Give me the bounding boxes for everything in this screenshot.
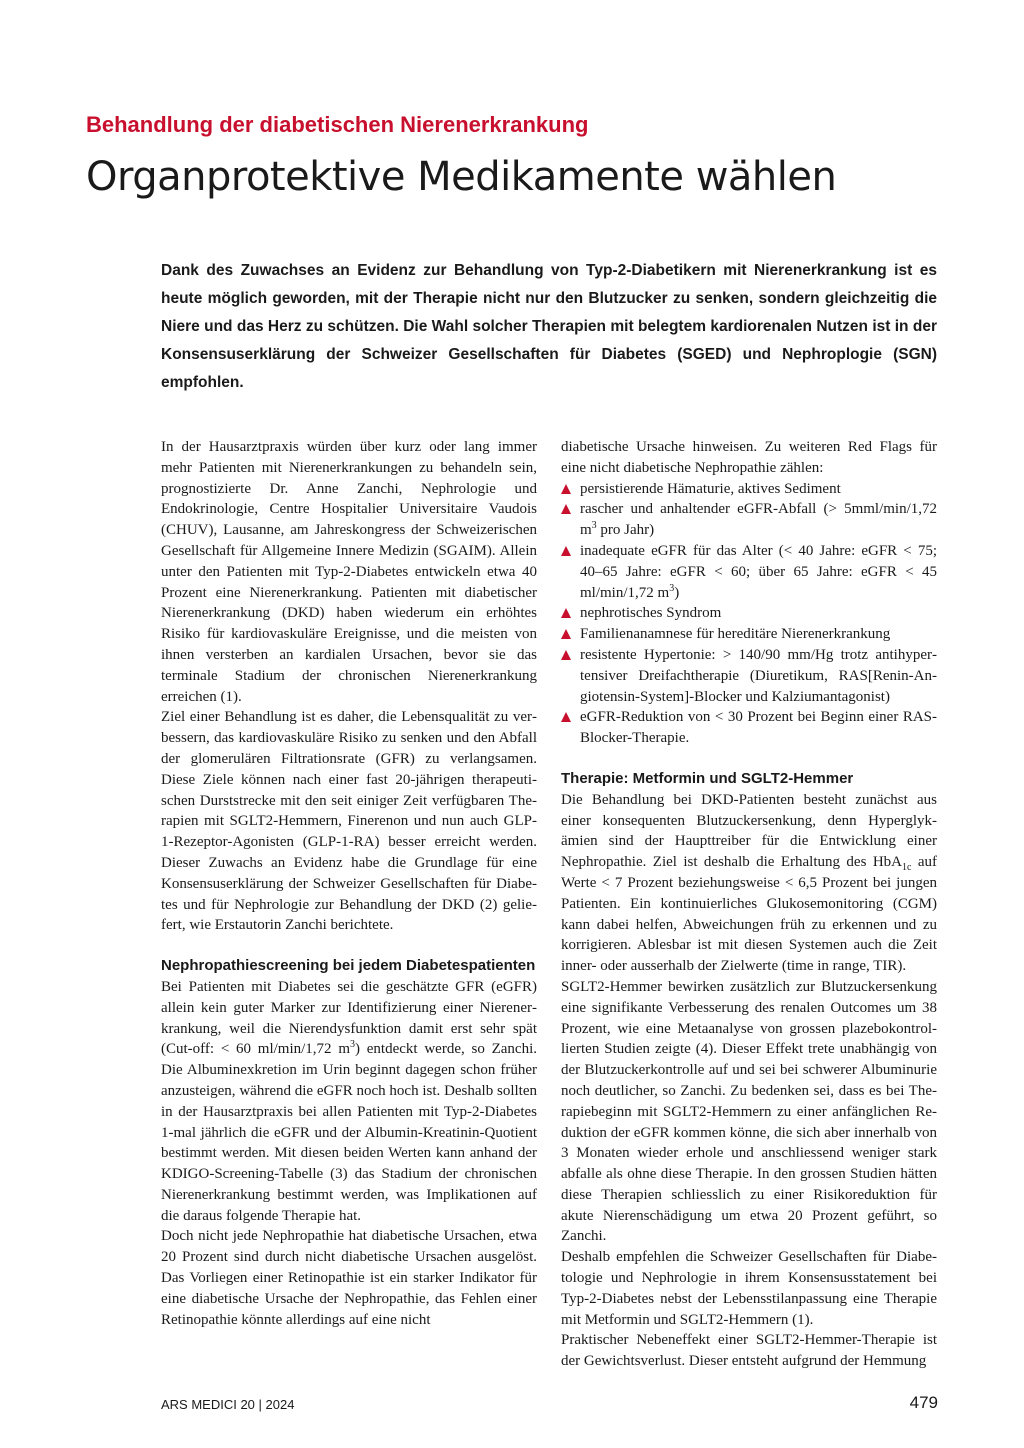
text-run: Die Behandlung bei DKD-Patienten besteht zunächst aus einer konsequenten Blutzuckersenkung, denn Hyperglykämien sind der Haupttreiber für die Entwicklung einer Nephropathie. Ziel ist deshalb die Erhaltung des HbA xyxy=(561,791,937,871)
body-paragraph: Ziel einer Behandlung ist es daher, die Lebensqualität zu verbessern, das kardiovaskuläre Risiko zu senken und den Abfall der glomerulären Filtrationsrate (GFR) zu verlangsamen. Diese Ziele können nach einer fast 20-jährigen therapeutischen Durststrecke mit den seit einiger Zeit verfügbaren Therapien mit SGLT2-Hemmern, Finerenon und nun auch GLP-1-Rezeptor-Agonisten (GLP-1-RA) besser erreicht werden. Dieser Zuwachs an Evidenz habe die Grundlage für eine Konsensuserklärung der Schweizer Gesellschaften für Diabetes und für Nephrologie zur Behandlung der DKD (2) geliefert, wie Erstautorin Zanchi berichtete. xyxy=(161,709,537,934)
right-column xyxy=(561,437,937,1372)
page-title: Organprotektive Medikamente wählen xyxy=(86,154,837,200)
body-paragraph: Deshalb empfehlen die Schweizer Gesellschaften für Diabetologie und Nephrologie in ihrem Konsensusstatement bei Typ-2-Diabetes nebst der Lebensstilanpassung eine Therapie mit Metformin und SGLT2-Hemmern (1). xyxy=(561,1249,937,1328)
list-item-text: resistente Hypertonie: > 140/90 mm/Hg trotz antihypertensiver Dreifachtherapie (Diuretikum, RAS[Renin-Angiotensin-System]-Blocker und Kalziumantagonist) xyxy=(580,646,937,705)
left-column xyxy=(161,437,537,1330)
body-paragraph: SGLT2-Hemmer bewirken zusätzlich zur Blutzuckersenkung eine signifikante Verbesserung des renalen Outcomes um 38 Prozent, wie eine Metaanalyse von grossen plazebokontrollierten Studien zeigte (4). Dieser Effekt trete unabhängig von der Blutzuckerkontrolle auf und sei bei schwerer Albuminurie noch deutlicher, so Zanchi. Zu bedenken sei, dass es bei Therapiebeginn mit SGLT2-Hemmern zu einer anfänglichen Reduktion der eGFR kommen könne, die sich aber innerhalb von 3 Monaten wieder erhole und anschliessend weniger stark abfalle als ohne diese Therapie. In den grossen Studien hätten diese Therapien schliesslich zu einer Risikoreduktion für akute Nierenschädigung um etwa 20 Prozent geführt, so Zanchi. xyxy=(561,978,937,1245)
body-paragraph: In der Hausarztpraxis würden über kurz oder lang immer mehr Patienten mit Nierenerkrankungen zu behandeln sein, prognostizierte Dr. Anne Zanchi, Nephrologie und Endokrinologie, Centre Hospitalier Universitaire Vaudois (CHUV), Lausanne, am Jahreskongress der Schweizerischen Gesellschaft für Allgemeine Innere Medizin (SGAIM). Allein unter den Patienten mit Typ-2-Diabetes entwickeln etwa 40 Prozent eine Nierenerkrankung. Patienten mit diabetischer Nierenerkrankung (DKD) haben wiederum ein erhöhtes Risiko für kardiovaskuläre Ereignisse, und die meisten von ihnen versterben an kardialen Ursachen, bevor sie das terminale Stadium der chronischen Nierenerkrankung erreichen (1). xyxy=(161,439,537,705)
list-item xyxy=(561,541,937,603)
list-item-text: inadequate eGFR für das Alter (< 40 Jahre: eGFR < 75; 40–65 Jahre: eGFR < 60; über 65 Jahre: eGFR < 45 ml/min/1,72 m xyxy=(580,542,937,601)
red-triangle-bullet-icon xyxy=(561,650,571,660)
red-triangle-bullet-icon xyxy=(561,629,571,639)
section-kicker: Behandlung der diabetischen Nierenerkrankung xyxy=(86,112,589,137)
text-run: auf Werte < 7 Prozent beziehungsweise < 6,5 Prozent bei jungen Patienten. Ein kontinuierliches Glukosemonitoring (CGM) kann dabei helfen, Abweichungen früh zu erkennen und zu korrigieren. Ablesbar ist mit diesen Systemen auch die Zeit inner- oder ausserhalb der Zielwerte (time in range, TIR). xyxy=(561,854,938,975)
superscript: 3 xyxy=(669,582,675,594)
list-item-text: Familienanamnese für hereditäre Nierenerkrankung xyxy=(580,626,891,643)
subscript: 1c xyxy=(902,862,912,874)
red-triangle-bullet-icon xyxy=(561,546,571,556)
red-triangle-bullet-icon xyxy=(561,608,571,618)
list-item xyxy=(561,603,937,624)
red-triangle-bullet-icon xyxy=(561,484,571,494)
text-run: Bei Patienten mit Diabetes sei die geschätzte GFR (eGFR) allein kein guter Marker zur Identifizierung einer Nierenerkrankung, weil die Nierendysfunktion damit erst sehr spät (Cut-off: < 60 ml/min/1,72 m xyxy=(161,978,537,1058)
list-item xyxy=(561,707,937,749)
list-item xyxy=(561,645,937,707)
red-flags-list xyxy=(561,479,937,749)
list-item-text: persistierende Hämaturie, aktives Sediment xyxy=(580,480,841,497)
list-item xyxy=(561,499,937,541)
red-triangle-bullet-icon xyxy=(561,712,571,722)
body-paragraph xyxy=(561,790,937,977)
list-item-text: ) xyxy=(674,584,680,601)
list-item-text: eGFR-Reduktion von < 30 Prozent bei Beginn einer RAS-Blocker-Therapie. xyxy=(580,709,937,747)
body-paragraph: Praktischer Nebeneffekt einer SGLT2-Hemmer-Therapie ist der Gewichtsverlust. Dieser entsteht aufgrund der Hemmung xyxy=(561,1332,937,1370)
journal-footer: ARS MEDICI 20 | 2024 xyxy=(161,1397,295,1412)
list-item-text: rascher und anhaltender eGFR-Abfall (> 5mml/min/1,72 m xyxy=(580,501,937,539)
list-item xyxy=(561,479,937,500)
section-heading: Nephropathiescreening bei jedem Diabetespatienten xyxy=(161,957,536,975)
body-paragraph xyxy=(161,977,537,1227)
section-heading: Therapie: Metformin und SGLT2-Hemmer xyxy=(561,769,854,787)
list-item xyxy=(561,624,937,645)
page-number: 479 xyxy=(909,1393,938,1412)
list-item-text: nephrotisches Syndrom xyxy=(580,605,722,622)
superscript: 3 xyxy=(350,1039,355,1051)
body-paragraph: diabetische Ursache hinweisen. Zu weiteren Red Flags für eine nicht diabetische Nephropathie zählen: xyxy=(561,439,937,476)
body-paragraph: Doch nicht jede Nephropathie hat diabetische Ursachen, etwa 20 Prozent sind durch nicht diabetische Ursachen ausgelöst. Das Vorliegen einer Retinopathie ist ein starker Indikator für eine diabetische Ursache der Nephropathie, das Fehlen einer Retinopathie könnte allerdings auf eine nicht xyxy=(161,1228,537,1328)
superscript: 3 xyxy=(591,520,597,532)
text-run: ) entdeckt werde, so Zanchi. Die Albuminexkretion im Urin beginnt dagegen schon früher anzusteigen, während die eGFR noch hoch ist. Deshalb sollten in der Hausarztpraxis bei allen Patienten mit Typ-2-Diabetes 1-mal jährlich die eGFR und der Albumin-Kreatinin-Quotient bestimmt werden. Mit diesen beiden Werten kann anhand der KDIGO-Screening-Tabelle (3) das Stadium der chronischen Nierenerkrankung bestimmt werden, was Implikationen auf die daraus folgende Therapie hat. xyxy=(161,1041,537,1224)
lead-paragraph: Dank des Zuwachses an Evidenz zur Behandlung von Typ-2-Diabetikern mit Nierenerkrankung ist es heute möglich geworden, mit der Therapie nicht nur den Blutzucker zu senken, sondern gleichzeitig die Niere und das Herz zu schützen. Die Wahl solcher Therapien mit belegtem kardiorenalen Nutzen ist in der Konsensuserklärung der Schweizer Gesellschaften für Diabetes (SGED) und Nephroplogie (SGN) empfohlen. xyxy=(161,262,937,391)
red-triangle-bullet-icon xyxy=(561,504,571,514)
list-item-text: pro Jahr) xyxy=(596,522,655,539)
